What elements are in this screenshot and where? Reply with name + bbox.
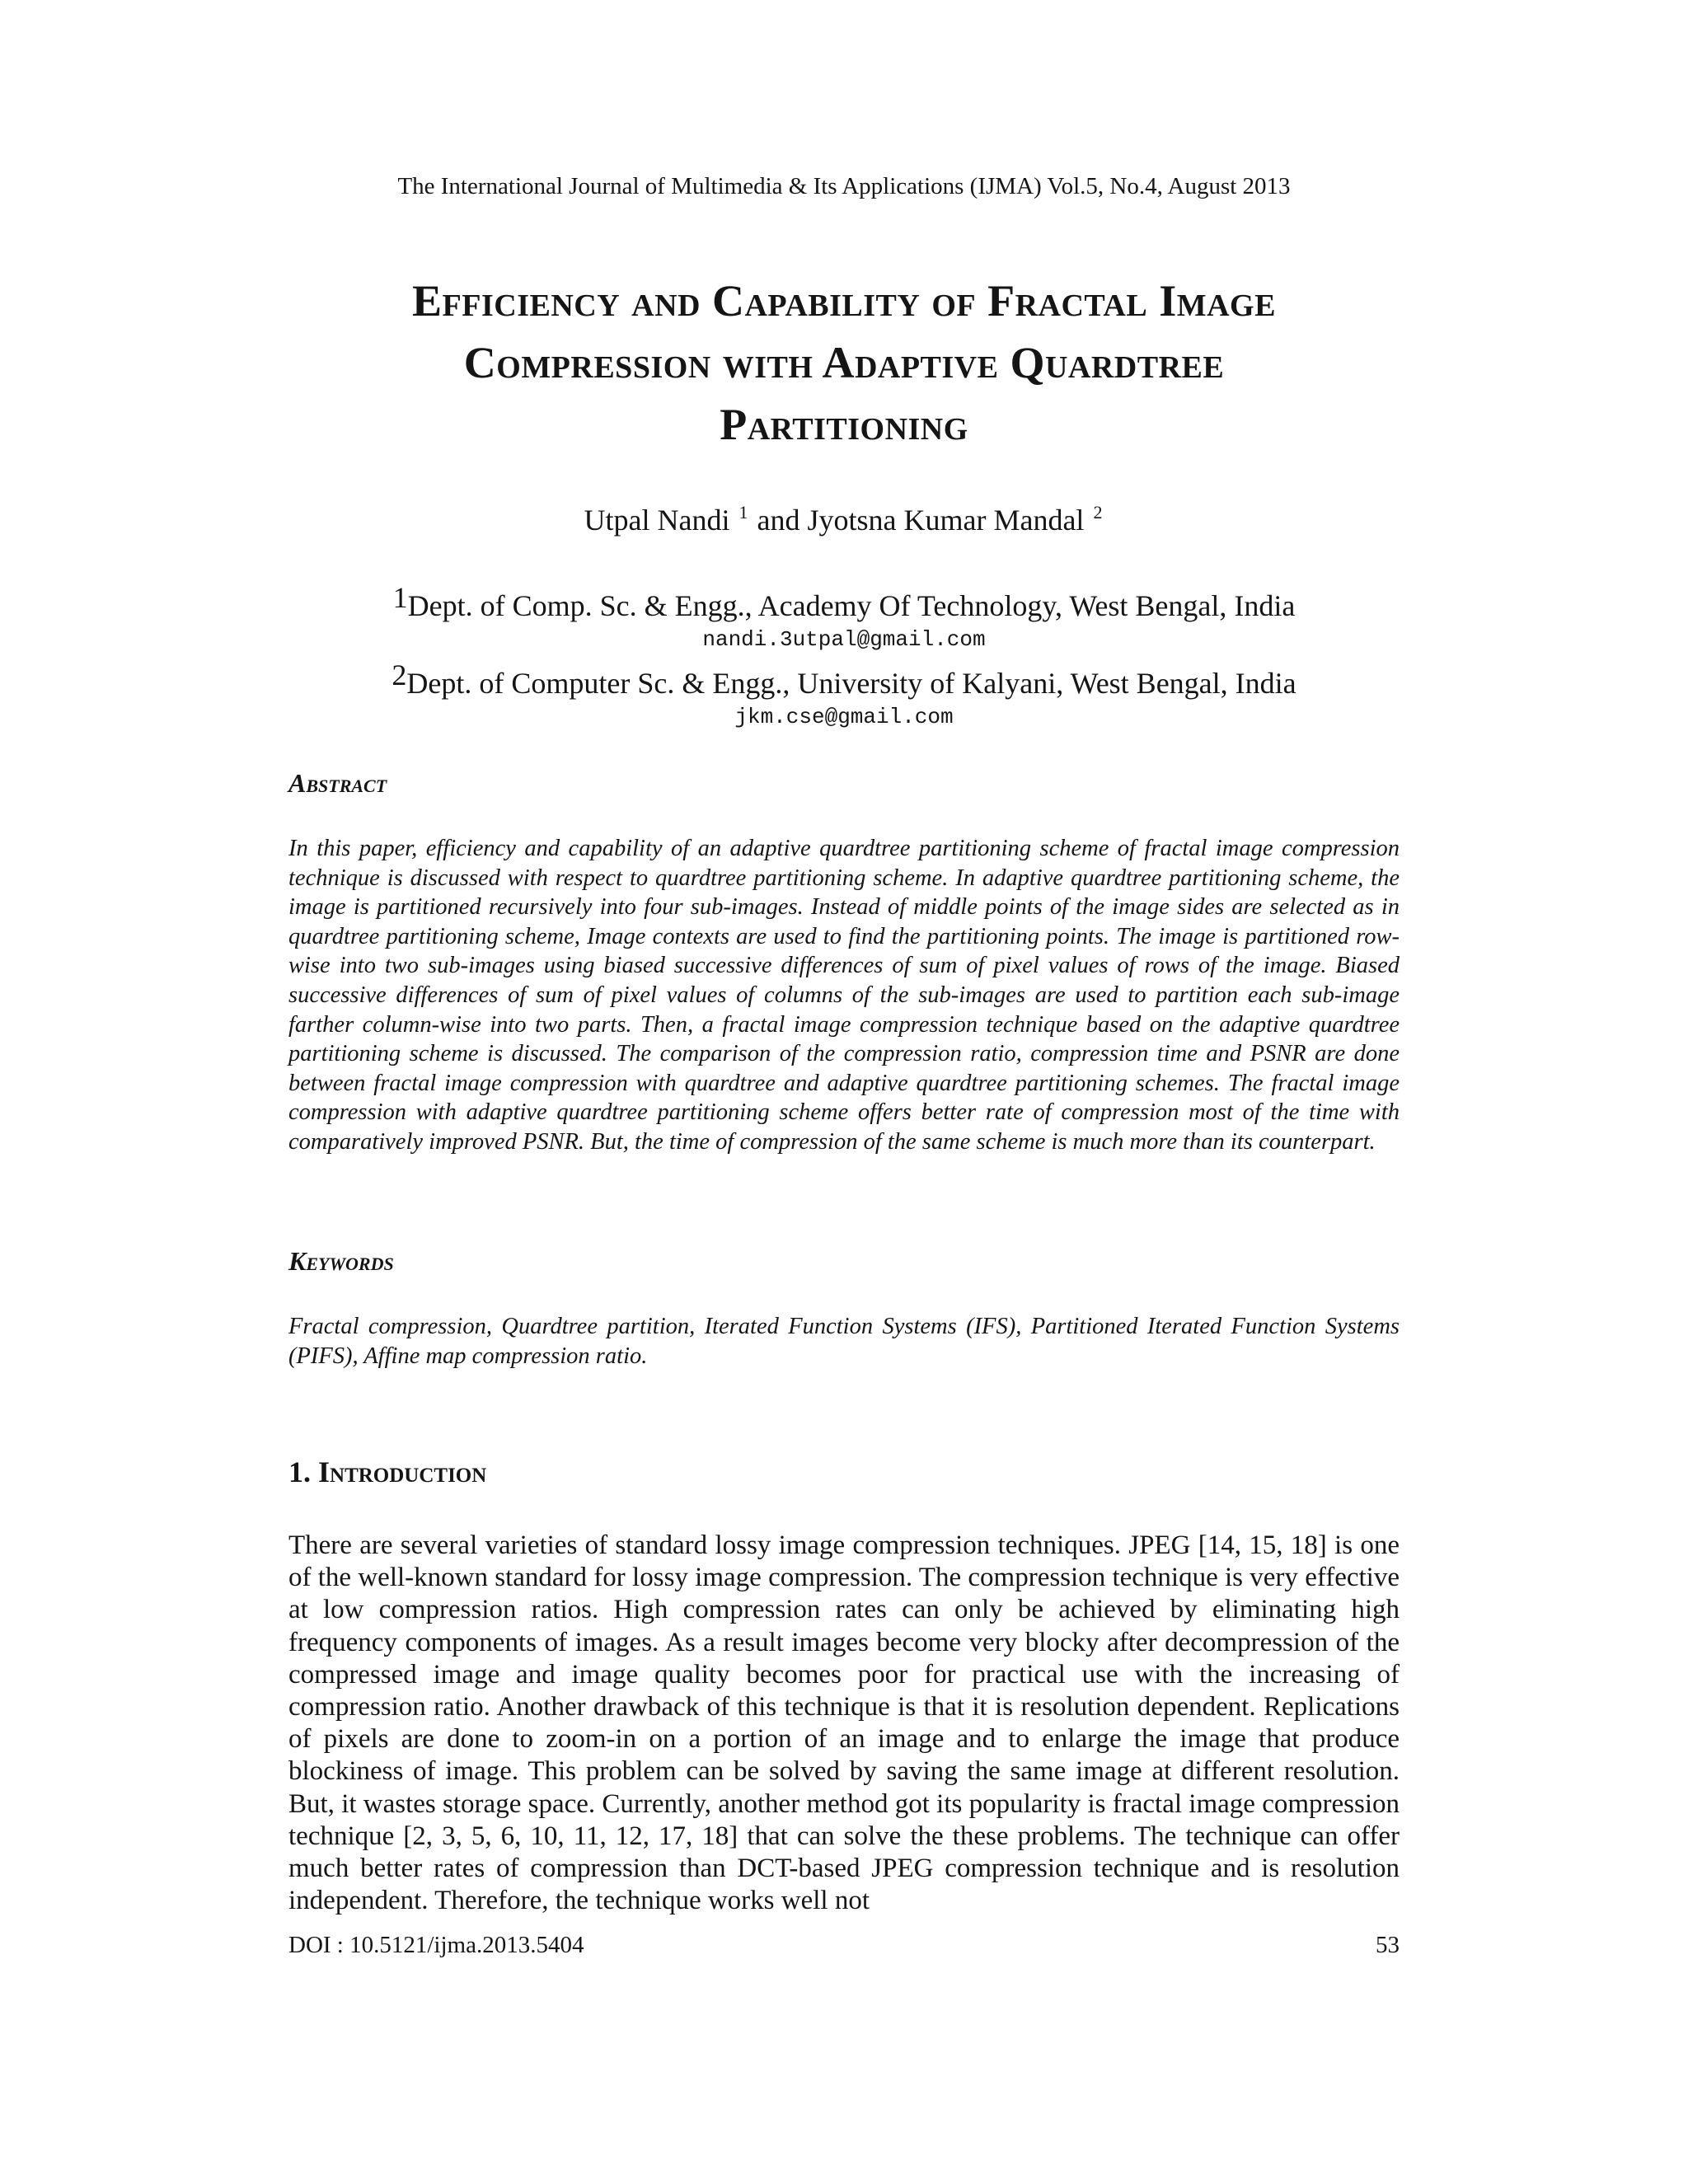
affiliation-marker: 2 (392, 658, 407, 691)
page-number: 53 (1376, 1932, 1400, 1958)
keywords-heading: Keywords (288, 1246, 394, 1276)
running-header: The International Journal of Multimedia & Its Applications (IJMA) Vol.5, No.4, August 2013 (397, 173, 1291, 199)
affiliation-marker: 1 (738, 502, 748, 523)
paper-title (247, 270, 1441, 456)
section-heading-introduction (288, 1454, 486, 1490)
author-name: and Jyotsna Kumar Mandal (757, 504, 1085, 537)
author-name: Utpal Nandi (584, 504, 730, 537)
abstract-heading: Abstract (288, 768, 387, 798)
abstract-text: In this paper, efficiency and capability of an adaptive quardtree partitioning scheme of fractal image compression technique is discussed with respect to quardtree partitioning scheme. In adaptive quardtree partitioning scheme, the image is partitioned recursively into four sub-images. Instead of middle points of the image sides are selected as in quardtree partitioning scheme, Image contexts are used to find the partitioning points. The image is partitioned row-wise into two sub-images using biased successive differences of sum of pixel values of rows of the image. Biased successive differences of sum of pixel values of columns of the sub-images are used to partition each sub-image farther column-wise into two parts. Then, a fractal image compression technique based on the adaptive quardtree partitioning scheme is discussed. The comparison of the compression ratio, compression time and PSNR are done between fractal image compression with quardtree and adaptive quardtree partitioning schemes. The fractal image compression with adaptive quardtree partitioning scheme offers better rate of compression most of the time with comparatively improved PSNR. But, the time of compression of the same scheme is much more than its counterpart. (288, 836, 1400, 1155)
affiliation-text: Dept. of Comp. Sc. & Engg., Academy Of Technology, West Bengal, India (407, 589, 1296, 622)
title-line: Efficiency and Capability of Fractal Image (412, 276, 1276, 326)
author-line (0, 501, 1688, 539)
keywords-text: Fractal compression, Quardtree partition, Iterated Function Systems (IFS), Partitioned Iterated Function Systems (PIFS), Affine map compression ratio. (288, 1314, 1400, 1369)
affiliation-marker: 2 (1093, 502, 1103, 523)
affiliation-text: Dept. of Computer Sc. & Engg., University of Kalyani, West Bengal, India (406, 667, 1296, 700)
introduction-paragraph: There are several varieties of standard lossy image compression techniques. JPEG [14, 15, 18] is one of the well-known standard for lossy image compression. The compression technique is very effective at low compression ratios. High compression rates can only be achieved by eliminating high frequency components of images. As a result images become very blocky after decompression of the compressed image and image quality becomes poor for practical use with the increasing of compression ratio. Another drawback of this technique is that it is resolution dependent. Replications of pixels are done to zoom-in on a portion of an image and to enlarge the image that produce blockiness of image. This problem can be solved by saving the same image at different resolution. But, it wastes storage space. Currently, another method got its popularity is fractal image compression technique [2, 3, 5, 6, 10, 11, 12, 17, 18] that can solve the these problems. The technique can offer much better rates of compression than DCT-based JPEG compression technique and is resolution independent. Therefore, the technique works well not (288, 1530, 1400, 1916)
author-email[interactable]: nandi.3utpal@gmail.com (702, 627, 986, 652)
title-line: Compression with Adaptive Quardtree (463, 338, 1225, 387)
title-line: Partitioning (720, 400, 968, 449)
section-number: 1. (288, 1455, 311, 1488)
footer-doi: DOI : 10.5121/ijma.2013.5404 (288, 1932, 584, 1958)
affiliation-marker: 1 (392, 581, 408, 614)
section-title: Introduction (318, 1455, 487, 1488)
affiliation (0, 581, 1688, 625)
affiliation (0, 658, 1688, 702)
author-email[interactable]: jkm.cse@gmail.com (734, 705, 954, 729)
